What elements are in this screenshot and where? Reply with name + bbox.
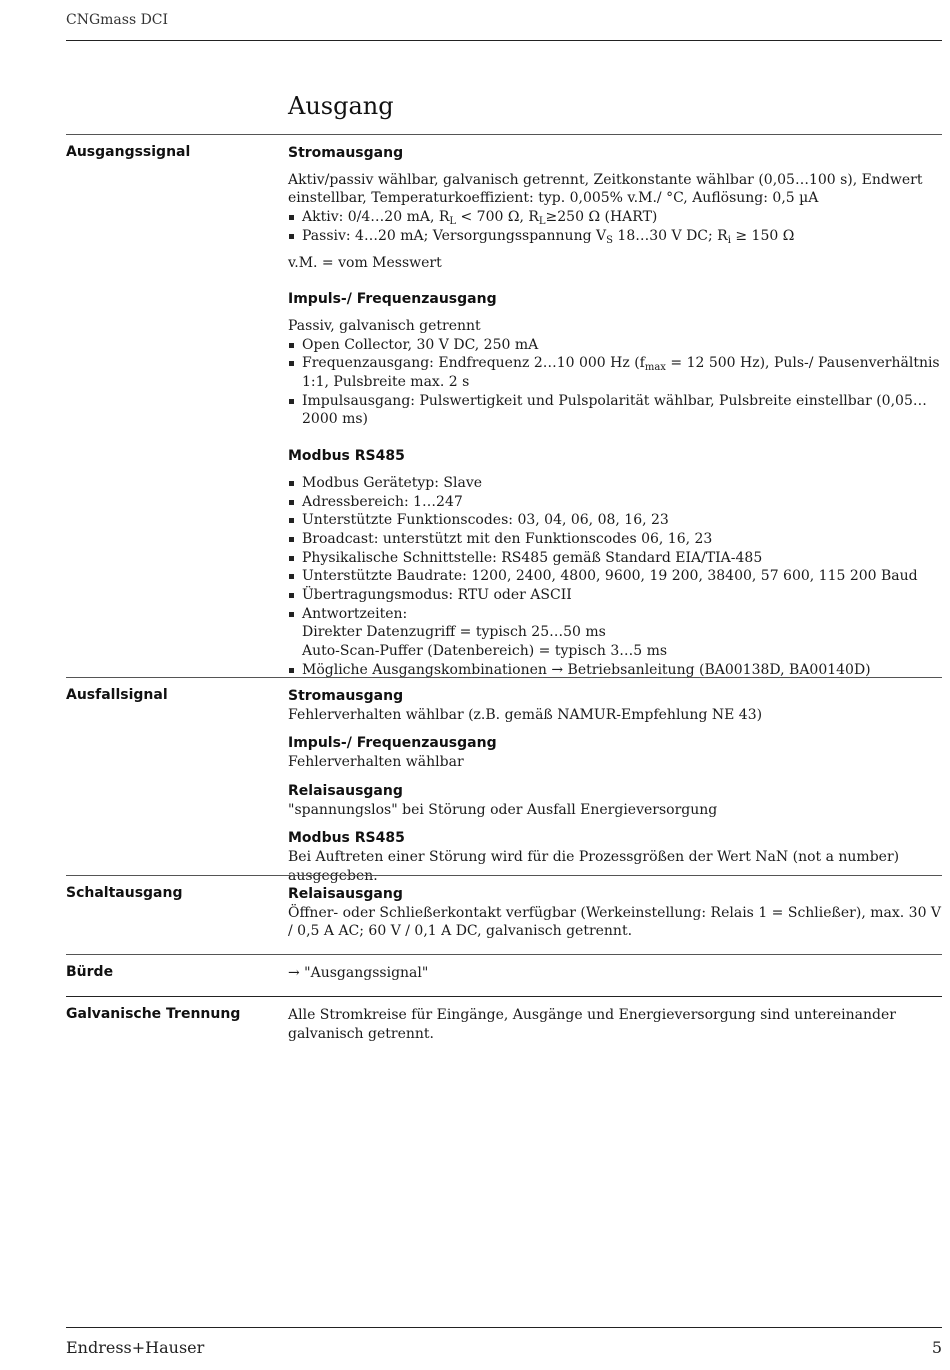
- row-divider: [66, 677, 942, 678]
- paragraph: Fehlerverhalten wählbar: [288, 754, 464, 771]
- row-label: Ausfallsignal: [66, 687, 168, 703]
- header-rule: [66, 40, 942, 41]
- paragraph: Alle Stromkreise für Eingänge, Ausgänge und Energieversorgung sind untereinander galvanisch getrennt.: [288, 1007, 896, 1042]
- list-item: Adressbereich: 1…247: [288, 493, 943, 512]
- page-number: 5: [931, 1338, 942, 1357]
- row-content: [288, 964, 943, 983]
- row-label: Galvanische Trennung: [66, 1006, 241, 1022]
- list-item: Open Collector, 30 V DC, 250 mA: [288, 336, 943, 355]
- list-item: Impulsausgang: Pulswertigkeit und Pulspolarität wählbar, Pulsbreite einstellbar (0,05…2000 ms): [288, 392, 943, 429]
- row-content: [288, 144, 943, 680]
- subheading-stromausgang: Stromausgang: [288, 145, 404, 161]
- row-divider: [66, 875, 942, 876]
- list-item: Unterstützte Funktionscodes: 03, 04, 06, 08, 16, 23: [288, 511, 943, 530]
- row-content: [288, 687, 943, 885]
- footnote: v.M. = vom Messwert: [288, 254, 442, 271]
- list-item: Passiv: 4…20 mA; Versorgungsspannung $V_S$ 18…30 V DC; $R_i \ge 150$ Ω: [288, 227, 943, 246]
- footer-brand: Endress+Hauser: [66, 1338, 205, 1357]
- list-item: Unterstützte Baudrate: 1200, 2400, 4800, 9600, 19 200, 38400, 57 600, 115 200 Baud: [288, 567, 943, 586]
- bullet-list: [288, 336, 943, 430]
- row-divider: [66, 954, 942, 955]
- list-item: Antwortzeiten: Direkter Datenzugriff = typisch 25…50 ms Auto-Scan-Puffer (Datenbereich) = typisch 3…5 ms: [288, 605, 943, 661]
- list-item: Frequenzausgang: Endfrequenz 2…10 000 Hz ($f_{max} = 12$ 500 Hz), Puls-/ Pausenverhältnis 1:1, Pulsbreite max. 2 s: [288, 354, 943, 391]
- subheading-relais: Relaisausgang: [288, 782, 403, 799]
- document-header-title: CNGmass DCI: [66, 12, 169, 28]
- subheading-impuls: Impuls-/ Frequenzausgang: [288, 735, 497, 752]
- row-label: Ausgangssignal: [66, 144, 191, 160]
- list-item: Broadcast: unterstützt mit den Funktionscodes 06, 16, 23: [288, 530, 943, 549]
- list-item: Modbus Gerätetyp: Slave: [288, 474, 943, 493]
- section-title: Ausgang: [288, 92, 394, 120]
- list-item: Physikalische Schnittstelle: RS485 gemäß Standard EIA/TIA-485: [288, 549, 943, 568]
- paragraph: "spannungslos" bei Störung oder Ausfall Energieversorgung: [288, 801, 718, 818]
- subheading-modbus: Modbus RS485: [288, 448, 405, 465]
- subheading-modbus: Modbus RS485: [288, 830, 405, 847]
- list-item: Übertragungsmodus: RTU oder ASCII: [288, 586, 943, 605]
- subheading-stromausgang: Stromausgang: [288, 688, 404, 704]
- row-label: Bürde: [66, 964, 114, 980]
- list-item: Aktiv: 0/4…20 mA, $R_L < 700$ Ω, $R_L\ge 250$ Ω (HART): [288, 208, 943, 227]
- cross-reference-link[interactable]: → "Ausgangssignal": [288, 965, 429, 981]
- row-label: Schaltausgang: [66, 885, 183, 901]
- paragraph: Fehlerverhalten wählbar (z.B. gemäß NAMUR-Empfehlung NE 43): [288, 706, 763, 723]
- row-divider: [66, 996, 942, 997]
- paragraph: Öffner- oder Schließerkontakt verfügbar (Werkeinstellung: Relais 1 = Schließer), max. 30 V / 0,5 A AC; 60 V / 0,1 A DC, galvanisch getrennt.: [288, 904, 942, 940]
- paragraph: Passiv, galvanisch getrennt: [288, 317, 481, 334]
- paragraph: Aktiv/passiv wählbar, galvanisch getrennt, Zeitkonstante wählbar (0,05…100 s), Endwert einstellbar, Temperaturkoeffizient: typ. 0,005% v.M./ °C, Auflösung: 0,5 µA: [288, 171, 923, 207]
- list-item: Mögliche Ausgangskombinationen → Betriebsanleitung (BA00138D, BA00140D): [288, 661, 943, 680]
- footer-rule: [66, 1327, 942, 1328]
- subheading-impuls: Impuls-/ Frequenzausgang: [288, 291, 497, 308]
- row-divider: [66, 134, 942, 135]
- subheading-relais: Relaisausgang: [288, 886, 403, 902]
- paragraph: Bei Auftreten einer Störung wird für die Prozessgrößen der Wert NaN (not a number) ausgegeben.: [288, 848, 900, 884]
- bullet-list: [288, 474, 943, 680]
- row-content: [288, 885, 943, 941]
- bullet-list: [288, 208, 943, 245]
- row-content: [288, 1006, 943, 1043]
